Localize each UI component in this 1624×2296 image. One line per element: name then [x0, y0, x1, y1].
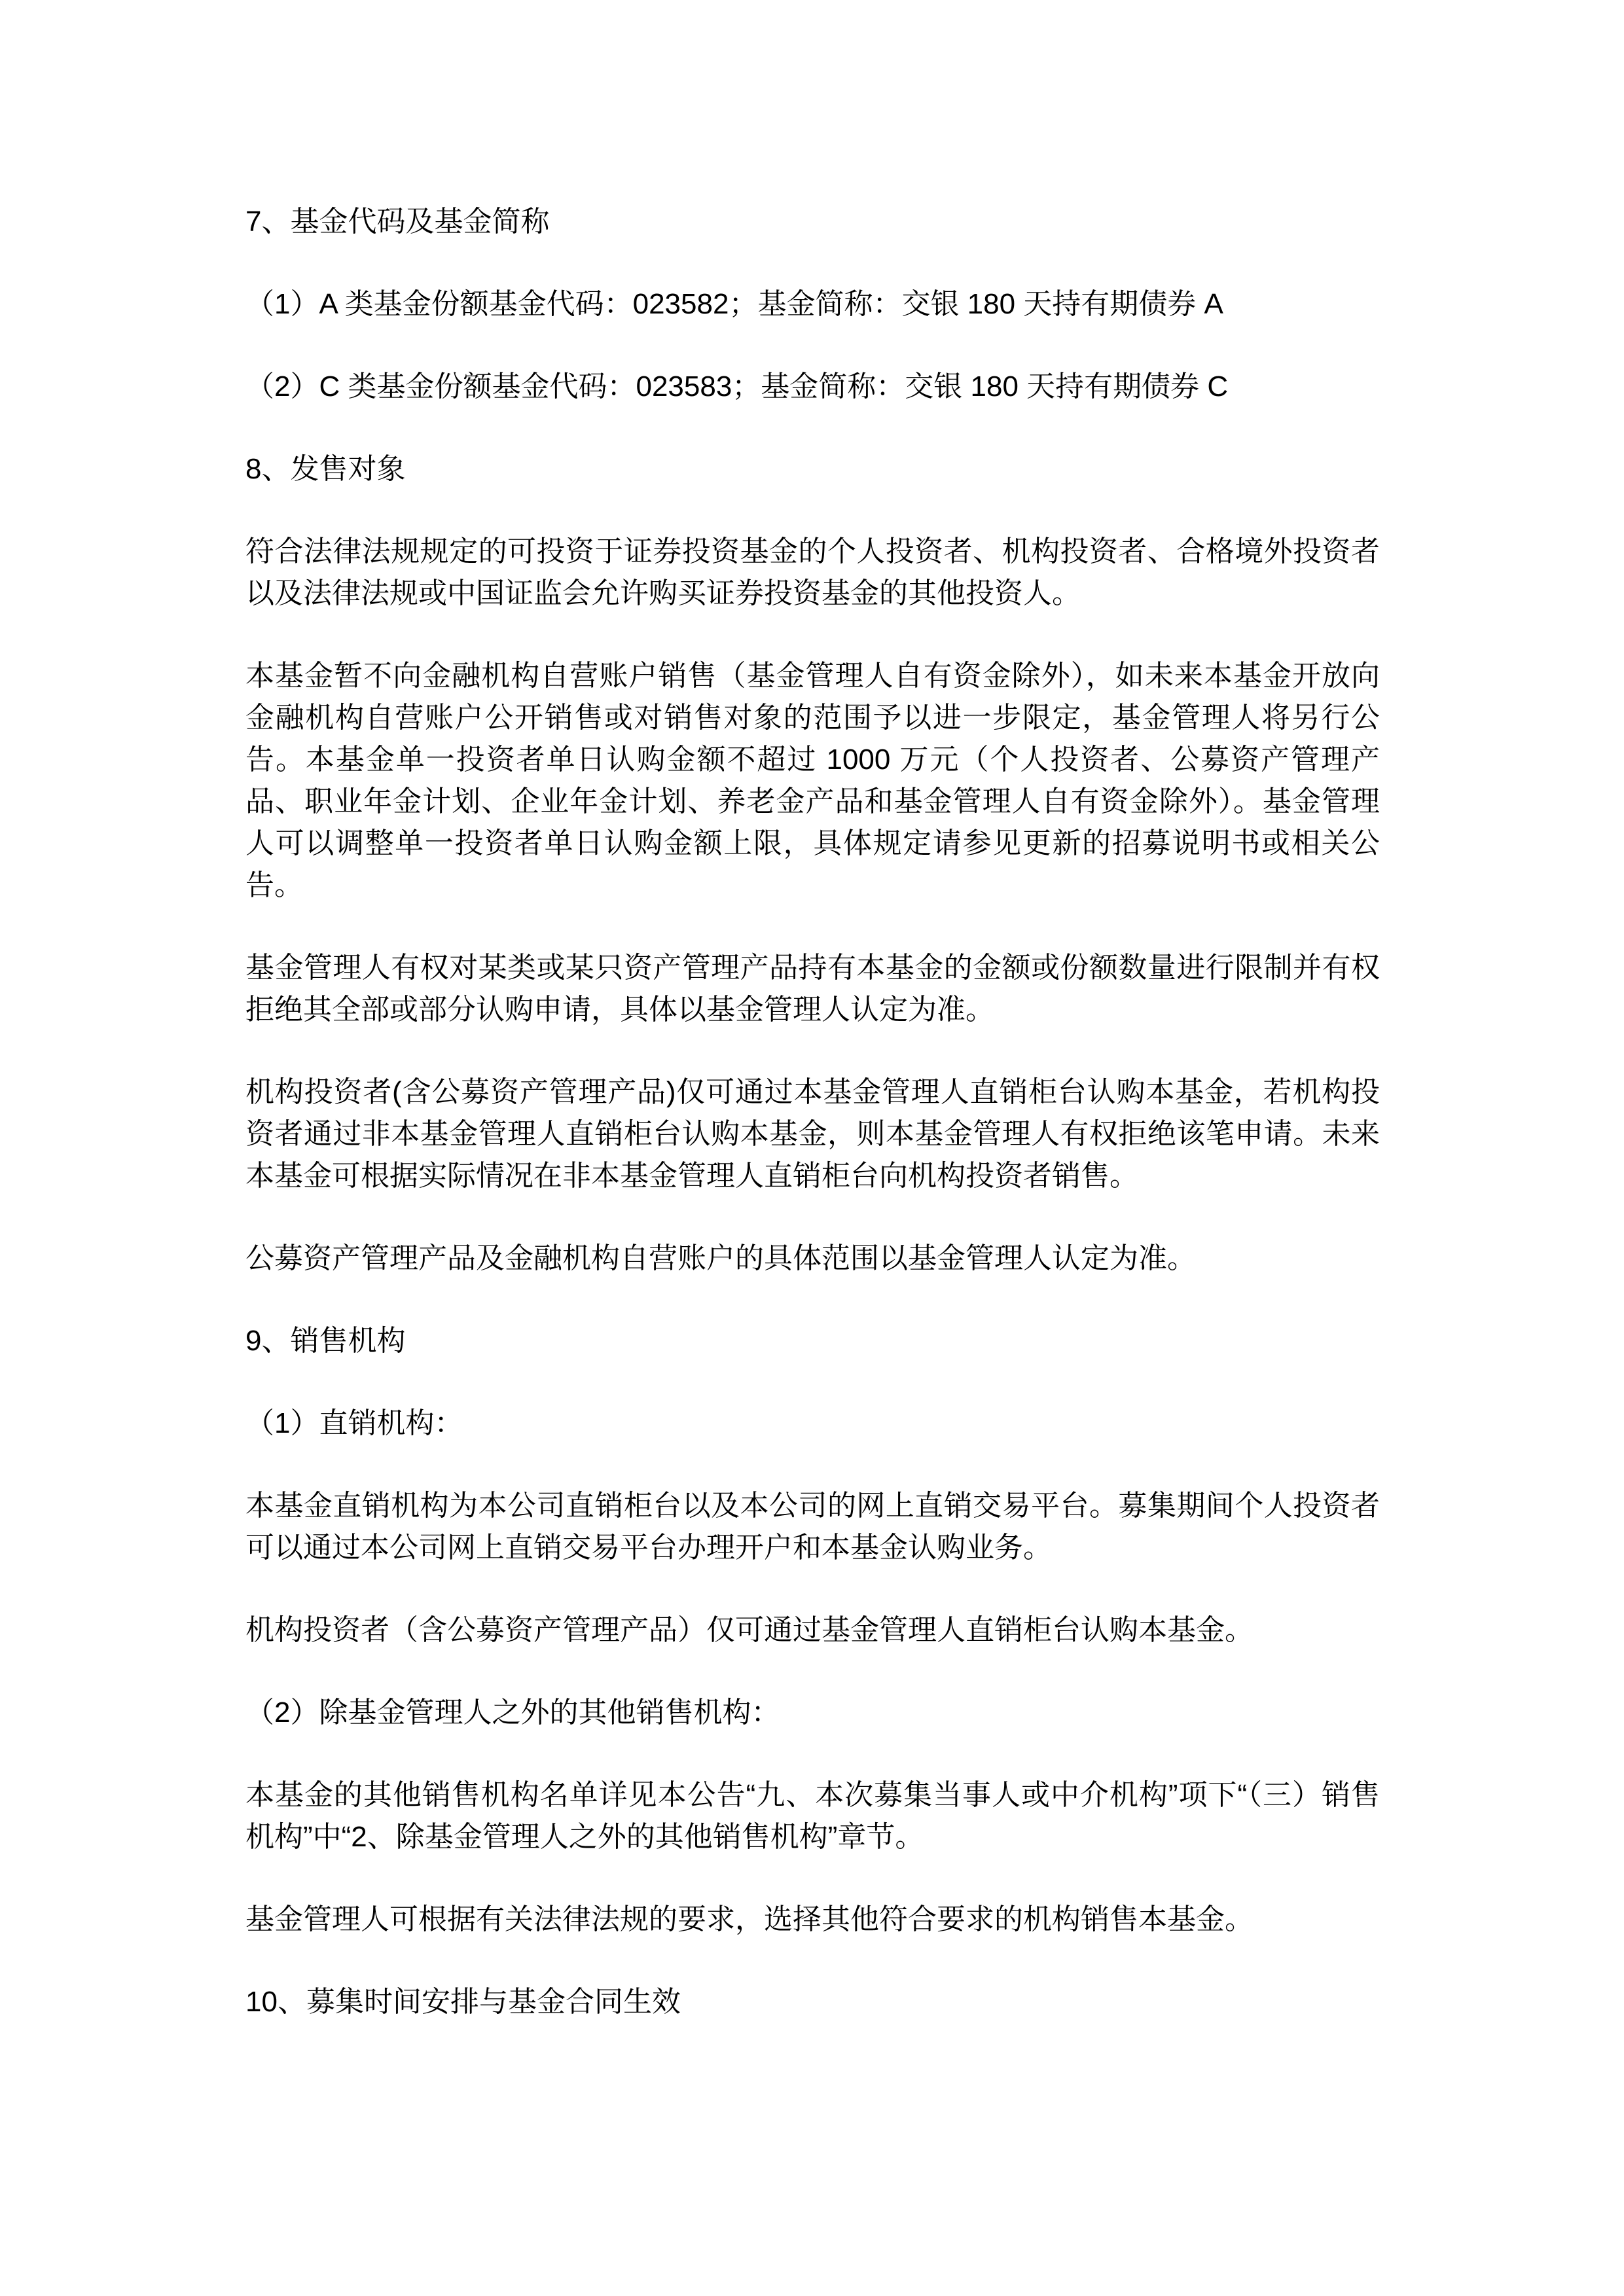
section-heading-8: 8、发售对象 [245, 453, 406, 485]
paragraph: 本基金直销机构为本公司直销柜台以及本公司的网上直销交易平台。募集期间个人投资者可以通过本公司网上直销交易平台办理开户和本基金认购业务。 [245, 1490, 1380, 1564]
subsection-heading-other-agencies: （2）除基金管理人之外的其他销售机构： [245, 1696, 780, 1729]
paragraph: 本基金的其他销售机构名单详见本公告“九、本次募集当事人或中介机构”项下“（三）销售机构”中“2、除基金管理人之外的其他销售机构”章节。 [245, 1779, 1380, 1853]
subsection-heading-direct-sales: （1）直销机构： [245, 1407, 463, 1439]
paragraph: 本基金暂不向金融机构自营账户销售（基金管理人自有资金除外），如未来本基金开放向金融机构自营账户公开销售或对销售对象的范围予以进一步限定，基金管理人将另行公告。本基金单一投资者单日认购金额不超过 1000 万元（个人投资者、公募资产管理产品、职业年金计划、企业年金计划、养老金产品和基金管理人自有资金除外）。基金管理人可以调整单一投资者单日认购金额上限，具体规定请参见更新的招募说明书或相关公告。 [245, 660, 1380, 901]
paragraph: 基金管理人有权对某类或某只资产管理产品持有本基金的金额或份额数量进行限制并有权拒绝其全部或部分认购申请，具体以基金管理人认定为准。 [245, 952, 1380, 1026]
section-heading-7: 7、基金代码及基金简称 [245, 206, 550, 238]
paragraph: 机构投资者(含公募资产管理产品)仅可通过本基金管理人直销柜台认购本基金，若机构投资者通过非本基金管理人直销柜台认购本基金，则本基金管理人有权拒绝该笔申请。未来本基金可根据实际情况在非本基金管理人直销柜台向机构投资者销售。 [245, 1076, 1380, 1192]
section-heading-9: 9、销售机构 [245, 1325, 406, 1357]
paragraph: 机构投资者（含公募资产管理产品）仅可通过基金管理人直销柜台认购本基金。 [245, 1614, 1254, 1646]
paragraph: 公募资产管理产品及金融机构自营账户的具体范围以基金管理人认定为准。 [245, 1242, 1196, 1274]
paragraph: 基金管理人可根据有关法律法规的要求，选择其他符合要求的机构销售本基金。 [245, 1903, 1254, 1935]
paragraph: 符合法律法规规定的可投资于证券投资基金的个人投资者、机构投资者、合格境外投资者以及法律法规或中国证监会允许购买证券投资基金的其他投资人。 [245, 535, 1380, 609]
fund-code-item-a: （1）A 类基金份额基金代码：023582；基金简称：交银 180 天持有期债券 A [245, 288, 1223, 320]
fund-code-item-c: （2）C 类基金份额基金代码：023583；基金简称：交银 180 天持有期债券 C [245, 370, 1229, 403]
section-heading-10: 10、募集时间安排与基金合同生效 [245, 1986, 681, 2018]
document-body [245, 201, 1380, 2064]
